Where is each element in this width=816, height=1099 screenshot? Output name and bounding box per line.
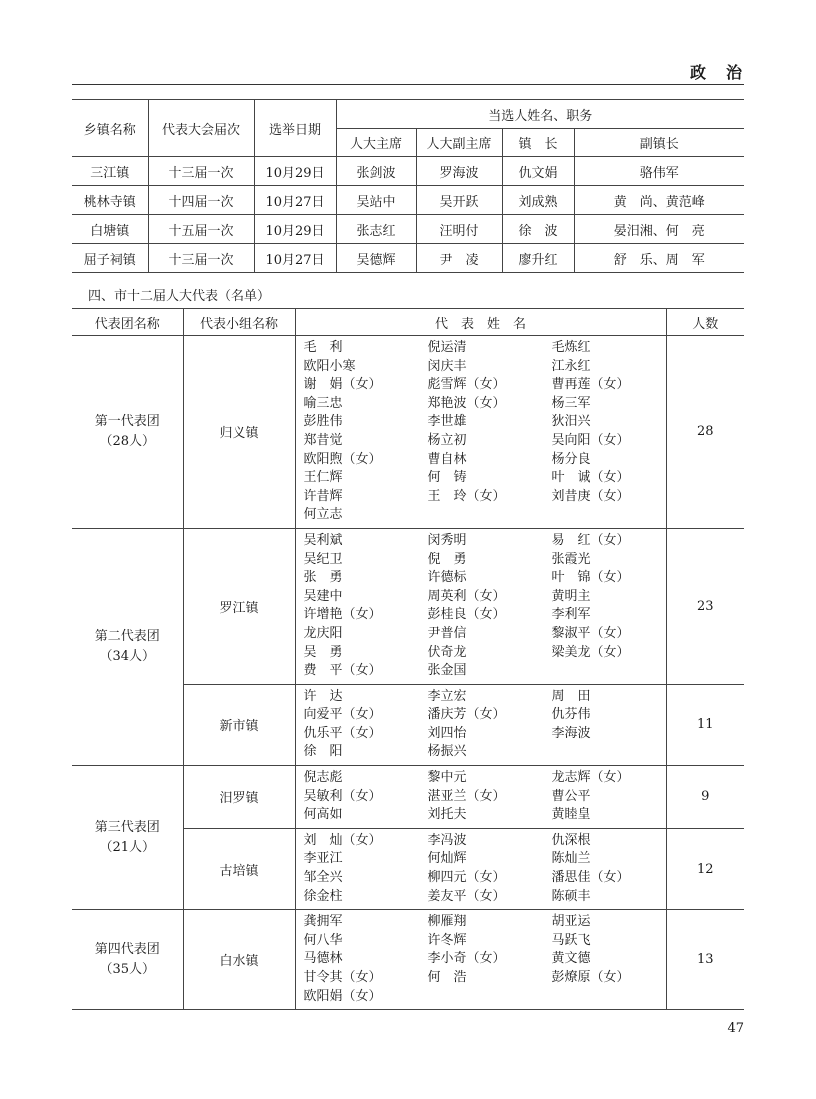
table-row <box>72 157 744 186</box>
cell-vice-mayor: 晏汨湘、何 亮 <box>574 215 744 244</box>
member-name: 吴敏利（女） <box>303 788 382 804</box>
cell-town: 桃林寺镇 <box>72 186 148 215</box>
member-name: 许德标 <box>427 570 467 586</box>
member-name: 欧阳煦（女） <box>303 451 382 467</box>
header-vice-mayor: 副镇长 <box>574 129 744 157</box>
member-name: 倪志彪 <box>303 770 343 786</box>
delegation-name: 第一代表团 <box>94 413 160 429</box>
member-name: 何灿辉 <box>427 851 467 867</box>
delegation-cell <box>72 910 183 1010</box>
member-name: 闵秀明 <box>427 532 467 548</box>
cell-vice-chair: 吴开跃 <box>416 186 502 215</box>
delegation-total: （21人） <box>99 839 156 855</box>
group-name: 归义镇 <box>183 336 295 529</box>
member-name: 龚拥军 <box>303 914 343 930</box>
member-names <box>295 828 666 909</box>
table-row <box>72 244 744 273</box>
member-name: 仇芬伟 <box>551 707 591 723</box>
delegate-table <box>72 308 744 1010</box>
member-name: 龙庆阳 <box>303 625 343 641</box>
cell-chair: 张志红 <box>336 215 416 244</box>
member-name: 欧阳娟（女） <box>303 988 382 1004</box>
table-row <box>72 528 744 684</box>
member-name: 尹普信 <box>427 625 467 641</box>
cell-session: 十三届一次 <box>148 244 254 273</box>
member-name: 倪运清 <box>427 340 467 355</box>
page-header-title: 政 治 <box>689 63 744 82</box>
member-name: 周英利（女） <box>427 588 506 604</box>
table-row <box>72 215 744 244</box>
member-name: 叶 诚（女） <box>551 470 630 486</box>
delegation-total: （28人） <box>99 433 156 449</box>
member-name-grid <box>304 339 666 525</box>
member-name: 费 平（女） <box>303 663 382 679</box>
member-name: 甘令其（女） <box>303 970 382 985</box>
member-name: 何 浩 <box>427 970 467 985</box>
member-names <box>295 528 666 684</box>
member-name: 仇乐平（女） <box>303 725 382 741</box>
member-name: 黄睦皇 <box>551 807 591 823</box>
member-name: 王 玲（女） <box>427 488 506 504</box>
delegation-total: （34人） <box>99 649 156 664</box>
member-name-grid <box>304 688 666 762</box>
table-row <box>72 766 744 829</box>
member-name: 刘 灿（女） <box>303 832 382 848</box>
cell-date: 10月29日 <box>254 157 336 186</box>
member-name: 杨三军 <box>551 395 591 411</box>
cell-town: 白塘镇 <box>72 215 148 244</box>
member-name: 潘思佳（女） <box>551 870 630 886</box>
header-names: 代 表 姓 名 <box>295 309 666 336</box>
member-name: 谢 娟（女） <box>303 377 382 393</box>
member-name: 李亚江 <box>303 851 343 867</box>
member-name: 彭桂良（女） <box>427 607 506 623</box>
town-election-table <box>72 99 744 273</box>
member-name: 郑昔觉 <box>303 432 343 448</box>
member-name: 黄文德 <box>551 951 591 967</box>
member-name: 刘昔庚（女） <box>551 488 630 504</box>
member-name-grid <box>304 769 666 825</box>
member-name: 周 田 <box>551 688 591 704</box>
member-name: 吴利斌 <box>303 532 343 548</box>
member-name: 仇深根 <box>551 832 591 848</box>
group-count: 12 <box>666 828 744 909</box>
group-count: 13 <box>666 910 744 1010</box>
header-delegation: 代表团名称 <box>72 309 183 336</box>
member-name: 龙志辉（女） <box>551 770 630 786</box>
member-name: 毛炼红 <box>551 340 591 355</box>
group-count: 11 <box>666 684 744 765</box>
member-name: 梁美龙（女） <box>551 644 630 660</box>
member-name: 闵庆丰 <box>427 358 467 374</box>
member-name: 向爱平（女） <box>303 707 382 723</box>
table-row <box>72 186 744 215</box>
member-name: 何立志 <box>303 507 343 523</box>
member-names <box>295 336 666 529</box>
group-name: 白水镇 <box>183 910 295 1010</box>
delegation-name: 第二代表团 <box>94 629 160 644</box>
member-name: 张霞光 <box>551 551 591 567</box>
member-name-grid <box>304 913 666 1006</box>
cell-mayor: 刘成熟 <box>502 186 574 215</box>
cell-date: 10月29日 <box>254 215 336 244</box>
member-name: 马德林 <box>303 951 343 967</box>
member-name: 李利军 <box>551 607 591 623</box>
section-title: 四、市十二届人大代表（名单） <box>88 289 271 304</box>
group-count: 9 <box>666 766 744 829</box>
member-name: 许冬辉 <box>427 932 467 948</box>
member-name: 张金国 <box>427 663 467 679</box>
member-name: 郑艳波（女） <box>427 395 506 411</box>
table-row <box>72 910 744 1010</box>
member-name: 黄明主 <box>551 588 591 604</box>
member-name: 曹自林 <box>427 451 467 467</box>
cell-chair: 吴德辉 <box>336 244 416 273</box>
member-name: 邹全兴 <box>303 870 343 886</box>
delegation-name: 第四代表团 <box>94 941 160 957</box>
delegation-cell <box>72 336 183 529</box>
member-name: 李海波 <box>551 725 591 741</box>
member-name: 黎中元 <box>427 770 467 786</box>
member-name: 许增艳（女） <box>303 607 382 623</box>
member-name: 何 铸 <box>427 470 467 486</box>
cell-mayor: 廖升红 <box>502 244 574 273</box>
member-name: 何八华 <box>303 932 343 948</box>
cell-session: 十五届一次 <box>148 215 254 244</box>
cell-vice-chair: 汪明付 <box>416 215 502 244</box>
member-name: 何高如 <box>303 807 343 823</box>
member-name: 陈硕丰 <box>551 888 591 904</box>
header-date: 选举日期 <box>254 100 336 157</box>
group-name: 汨罗镇 <box>183 766 295 829</box>
member-name: 黎淑平（女） <box>551 625 630 641</box>
member-name: 狄汨兴 <box>551 414 591 430</box>
header-vice-chair: 人大副主席 <box>416 129 502 157</box>
member-name: 吴建中 <box>303 588 343 604</box>
cell-vice-mayor: 骆伟军 <box>574 157 744 186</box>
member-name: 刘四怡 <box>427 725 467 741</box>
member-name: 马跃飞 <box>551 932 591 948</box>
member-name: 吴 勇 <box>303 644 343 660</box>
table-row <box>72 336 744 529</box>
member-name: 吴纪卫 <box>303 551 343 567</box>
header-chair: 人大主席 <box>336 129 416 157</box>
member-name: 叶 锦（女） <box>551 570 630 586</box>
member-name: 刘托夫 <box>427 807 467 823</box>
member-name: 欧阳小寒 <box>303 358 356 374</box>
header-rule <box>72 84 744 85</box>
header-count: 人数 <box>666 309 744 336</box>
member-name: 彪雪辉（女） <box>427 377 506 393</box>
member-name: 曹再莲（女） <box>551 377 630 393</box>
member-name: 李世雄 <box>427 414 467 430</box>
group-count: 23 <box>666 528 744 684</box>
header-elected: 当选人姓名、职务 <box>336 100 744 129</box>
cell-date: 10月27日 <box>254 186 336 215</box>
member-name: 胡亚运 <box>551 914 591 930</box>
member-name: 湛亚兰（女） <box>427 788 506 804</box>
cell-chair: 张剑波 <box>336 157 416 186</box>
member-name: 伏奇龙 <box>427 644 467 660</box>
page-number: 47 <box>727 1021 744 1036</box>
member-name: 潘庆芳（女） <box>427 707 506 723</box>
cell-vice-chair: 尹 凌 <box>416 244 502 273</box>
cell-session: 十三届一次 <box>148 157 254 186</box>
delegation-cell <box>72 528 183 765</box>
member-name: 许昔辉 <box>303 488 343 504</box>
member-name: 倪 勇 <box>427 551 467 567</box>
header-town: 乡镇名称 <box>72 100 148 157</box>
delegation-total: （35人） <box>99 961 156 977</box>
member-name: 徐 阳 <box>303 744 343 760</box>
member-name: 彭燎原（女） <box>551 970 630 985</box>
cell-date: 10月27日 <box>254 244 336 273</box>
member-name: 李冯波 <box>427 832 467 848</box>
delegation-cell <box>72 766 183 910</box>
cell-mayor: 徐 波 <box>502 215 574 244</box>
member-name: 李小奇（女） <box>427 951 506 967</box>
member-name: 吴向阳（女） <box>551 432 630 448</box>
group-name: 罗江镇 <box>183 528 295 684</box>
member-name: 许 达 <box>303 688 343 704</box>
member-name: 姜友平（女） <box>427 888 506 904</box>
header-group: 代表小组名称 <box>183 309 295 336</box>
member-name: 李立宏 <box>427 688 467 704</box>
member-name: 王仁辉 <box>303 470 343 486</box>
group-name: 新市镇 <box>183 684 295 765</box>
member-name: 陈灿兰 <box>551 851 591 867</box>
member-name: 杨振兴 <box>427 744 467 760</box>
member-name-grid <box>304 832 666 906</box>
member-name: 毛 利 <box>303 340 343 355</box>
delegation-name: 第三代表团 <box>94 819 160 835</box>
member-name: 彭胜伟 <box>303 414 343 430</box>
member-name: 杨分良 <box>551 451 591 467</box>
member-name: 曹公平 <box>551 788 591 804</box>
cell-chair: 吴站中 <box>336 186 416 215</box>
member-name: 江永红 <box>551 358 591 374</box>
cell-vice-mayor: 舒 乐、周 军 <box>574 244 744 273</box>
member-names <box>295 684 666 765</box>
cell-session: 十四届一次 <box>148 186 254 215</box>
cell-town: 三江镇 <box>72 157 148 186</box>
cell-vice-mayor: 黄 尚、黄范峰 <box>574 186 744 215</box>
member-name-grid <box>304 532 666 681</box>
member-name: 易 红（女） <box>551 532 630 548</box>
member-name: 杨立初 <box>427 432 467 448</box>
member-name: 喻三忠 <box>303 395 343 411</box>
cell-vice-chair: 罗海波 <box>416 157 502 186</box>
group-name: 古培镇 <box>183 828 295 909</box>
cell-mayor: 仇文娟 <box>502 157 574 186</box>
member-name: 张 勇 <box>303 570 343 586</box>
member-names <box>295 910 666 1010</box>
header-session: 代表大会届次 <box>148 100 254 157</box>
member-name: 柳四元（女） <box>427 870 506 886</box>
member-name: 徐金柱 <box>303 888 343 904</box>
member-name: 柳雁翔 <box>427 914 467 930</box>
member-names <box>295 766 666 829</box>
header-mayor: 镇 长 <box>502 129 574 157</box>
cell-town: 屈子祠镇 <box>72 244 148 273</box>
group-count: 28 <box>666 336 744 529</box>
